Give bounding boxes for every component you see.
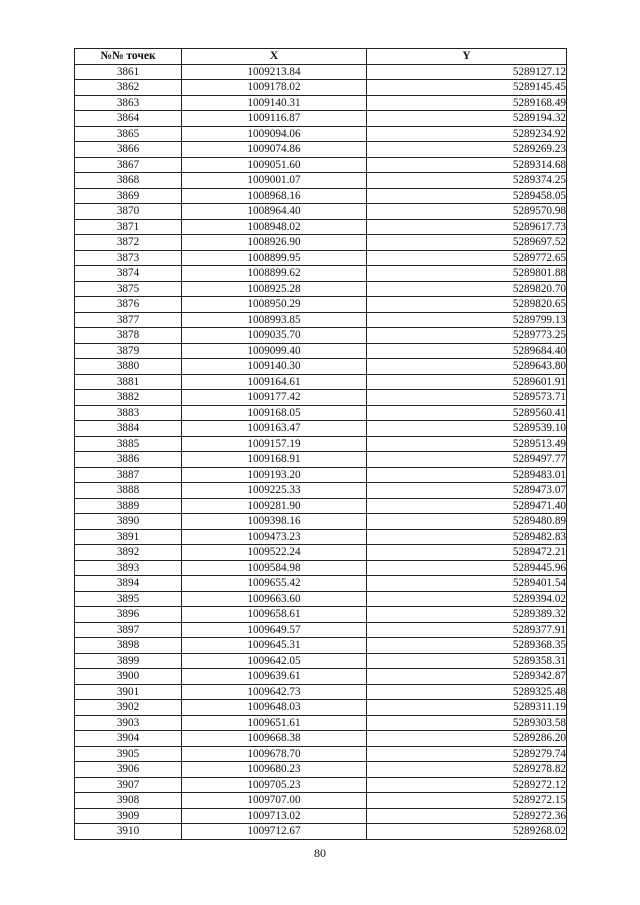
x-coordinate-cell: 1009157.19 xyxy=(182,436,367,452)
y-coordinate-cell: 5289325.48 xyxy=(367,684,567,700)
x-coordinate-cell: 1009678.70 xyxy=(182,746,367,762)
table-row xyxy=(75,808,567,824)
table-row xyxy=(75,250,567,266)
x-coordinate-cell: 1009168.91 xyxy=(182,452,367,468)
table-row xyxy=(75,560,567,576)
point-number-cell: 3883 xyxy=(75,405,182,421)
point-number-cell: 3879 xyxy=(75,343,182,359)
table-row xyxy=(75,80,567,96)
y-coordinate-cell: 5289401.54 xyxy=(367,576,567,592)
point-number-cell: 3865 xyxy=(75,126,182,142)
point-number-cell: 3890 xyxy=(75,514,182,530)
point-number-cell: 3881 xyxy=(75,374,182,390)
y-coordinate-cell: 5289480.89 xyxy=(367,514,567,530)
x-coordinate-cell: 1009642.73 xyxy=(182,684,367,700)
x-coordinate-cell: 1009281.90 xyxy=(182,498,367,514)
y-coordinate-cell: 5289445.96 xyxy=(367,560,567,576)
x-coordinate-cell: 1009140.31 xyxy=(182,95,367,111)
coordinates-table xyxy=(74,48,567,840)
x-coordinate-cell: 1009639.61 xyxy=(182,669,367,685)
y-coordinate-cell: 5289374.25 xyxy=(367,173,567,189)
point-number-cell: 3864 xyxy=(75,111,182,127)
x-coordinate-cell: 1009707.00 xyxy=(182,793,367,809)
y-coordinate-cell: 5289482.83 xyxy=(367,529,567,545)
table-row xyxy=(75,467,567,483)
y-coordinate-cell: 5289820.70 xyxy=(367,281,567,297)
y-coordinate-cell: 5289389.32 xyxy=(367,607,567,623)
table-row xyxy=(75,762,567,778)
x-coordinate-cell: 1009584.98 xyxy=(182,560,367,576)
y-coordinate-cell: 5289483.01 xyxy=(367,467,567,483)
x-coordinate-cell: 1009705.23 xyxy=(182,777,367,793)
point-number-cell: 3878 xyxy=(75,328,182,344)
point-number-cell: 3868 xyxy=(75,173,182,189)
y-coordinate-cell: 5289272.36 xyxy=(367,808,567,824)
point-number-cell: 3893 xyxy=(75,560,182,576)
point-number-cell: 3877 xyxy=(75,312,182,328)
x-coordinate-cell: 1009663.60 xyxy=(182,591,367,607)
y-coordinate-cell: 5289539.10 xyxy=(367,421,567,437)
table-row xyxy=(75,343,567,359)
y-coordinate-cell: 5289772.65 xyxy=(367,250,567,266)
x-coordinate-cell: 1009094.06 xyxy=(182,126,367,142)
table-row xyxy=(75,607,567,623)
y-coordinate-cell: 5289471.40 xyxy=(367,498,567,514)
table-header xyxy=(75,49,567,65)
x-coordinate-cell: 1008948.02 xyxy=(182,219,367,235)
x-coordinate-cell: 1009035.70 xyxy=(182,328,367,344)
y-coordinate-cell: 5289570.98 xyxy=(367,204,567,220)
y-coordinate-cell: 5289697.52 xyxy=(367,235,567,251)
y-coordinate-cell: 5289820.65 xyxy=(367,297,567,313)
point-number-cell: 3905 xyxy=(75,746,182,762)
y-coordinate-cell: 5289497.77 xyxy=(367,452,567,468)
header-row xyxy=(75,49,567,65)
point-number-cell: 3861 xyxy=(75,64,182,80)
table-row xyxy=(75,622,567,638)
x-coordinate-cell: 1009713.02 xyxy=(182,808,367,824)
y-coordinate-cell: 5289358.31 xyxy=(367,653,567,669)
x-coordinate-cell: 1008899.95 xyxy=(182,250,367,266)
x-coordinate-cell: 1009712.67 xyxy=(182,824,367,840)
table-row xyxy=(75,653,567,669)
table-row xyxy=(75,793,567,809)
point-number-cell: 3876 xyxy=(75,297,182,313)
table-row xyxy=(75,328,567,344)
point-number-cell: 3866 xyxy=(75,142,182,158)
x-coordinate-cell: 1009668.38 xyxy=(182,731,367,747)
y-coordinate-cell: 5289573.71 xyxy=(367,390,567,406)
x-coordinate-cell: 1009645.31 xyxy=(182,638,367,654)
table-row xyxy=(75,281,567,297)
x-coordinate-cell: 1009648.03 xyxy=(182,700,367,716)
point-number-cell: 3903 xyxy=(75,715,182,731)
x-coordinate-cell: 1009651.61 xyxy=(182,715,367,731)
x-coordinate-cell: 1009140.30 xyxy=(182,359,367,375)
y-coordinate-cell: 5289279.74 xyxy=(367,746,567,762)
x-coordinate-cell: 1009225.33 xyxy=(182,483,367,499)
table-row xyxy=(75,777,567,793)
table-row xyxy=(75,297,567,313)
header-point-number: №№ точек xyxy=(75,49,182,65)
x-coordinate-cell: 1008964.40 xyxy=(182,204,367,220)
point-number-cell: 3894 xyxy=(75,576,182,592)
point-number-cell: 3867 xyxy=(75,157,182,173)
x-coordinate-cell: 1008993.85 xyxy=(182,312,367,328)
y-coordinate-cell: 5289272.15 xyxy=(367,793,567,809)
y-coordinate-cell: 5289303.58 xyxy=(367,715,567,731)
y-coordinate-cell: 5289234.92 xyxy=(367,126,567,142)
y-coordinate-cell: 5289472.21 xyxy=(367,545,567,561)
point-number-cell: 3892 xyxy=(75,545,182,561)
point-number-cell: 3895 xyxy=(75,591,182,607)
x-coordinate-cell: 1009680.23 xyxy=(182,762,367,778)
y-coordinate-cell: 5289643.80 xyxy=(367,359,567,375)
y-coordinate-cell: 5289377.91 xyxy=(367,622,567,638)
y-coordinate-cell: 5289773.25 xyxy=(367,328,567,344)
x-coordinate-cell: 1009074.86 xyxy=(182,142,367,158)
point-number-cell: 3884 xyxy=(75,421,182,437)
table-row xyxy=(75,266,567,282)
x-coordinate-cell: 1009642.05 xyxy=(182,653,367,669)
x-coordinate-cell: 1009522.24 xyxy=(182,545,367,561)
x-coordinate-cell: 1009116.87 xyxy=(182,111,367,127)
y-coordinate-cell: 5289799.13 xyxy=(367,312,567,328)
table-row xyxy=(75,638,567,654)
table-body xyxy=(75,64,567,839)
point-number-cell: 3863 xyxy=(75,95,182,111)
x-coordinate-cell: 1009051.60 xyxy=(182,157,367,173)
table-row xyxy=(75,576,567,592)
table-row xyxy=(75,219,567,235)
table-row xyxy=(75,591,567,607)
point-number-cell: 3875 xyxy=(75,281,182,297)
table-row xyxy=(75,436,567,452)
page-number: 80 xyxy=(314,846,326,860)
point-number-cell: 3874 xyxy=(75,266,182,282)
table-row xyxy=(75,312,567,328)
y-coordinate-cell: 5289286.20 xyxy=(367,731,567,747)
y-coordinate-cell: 5289601.91 xyxy=(367,374,567,390)
point-number-cell: 3880 xyxy=(75,359,182,375)
table-row xyxy=(75,746,567,762)
y-coordinate-cell: 5289473.07 xyxy=(367,483,567,499)
point-number-cell: 3908 xyxy=(75,793,182,809)
y-coordinate-cell: 5289513.49 xyxy=(367,436,567,452)
table-row xyxy=(75,452,567,468)
x-coordinate-cell: 1009398.16 xyxy=(182,514,367,530)
y-coordinate-cell: 5289311.19 xyxy=(367,700,567,716)
table-row xyxy=(75,126,567,142)
table-row xyxy=(75,545,567,561)
point-number-cell: 3906 xyxy=(75,762,182,778)
point-number-cell: 3871 xyxy=(75,219,182,235)
table-row xyxy=(75,715,567,731)
table-row xyxy=(75,173,567,189)
table-row xyxy=(75,157,567,173)
x-coordinate-cell: 1009164.61 xyxy=(182,374,367,390)
point-number-cell: 3889 xyxy=(75,498,182,514)
y-coordinate-cell: 5289801.88 xyxy=(367,266,567,282)
point-number-cell: 3909 xyxy=(75,808,182,824)
x-coordinate-cell: 1009168.05 xyxy=(182,405,367,421)
point-number-cell: 3898 xyxy=(75,638,182,654)
table-row xyxy=(75,64,567,80)
point-number-cell: 3899 xyxy=(75,653,182,669)
point-number-cell: 3904 xyxy=(75,731,182,747)
point-number-cell: 3886 xyxy=(75,452,182,468)
coordinates-sheet xyxy=(74,48,566,840)
x-coordinate-cell: 1008950.29 xyxy=(182,297,367,313)
x-coordinate-cell: 1008925.28 xyxy=(182,281,367,297)
point-number-cell: 3873 xyxy=(75,250,182,266)
table-row xyxy=(75,700,567,716)
y-coordinate-cell: 5289278.82 xyxy=(367,762,567,778)
point-number-cell: 3885 xyxy=(75,436,182,452)
y-coordinate-cell: 5289458.05 xyxy=(367,188,567,204)
table-row xyxy=(75,390,567,406)
table-row xyxy=(75,483,567,499)
table-row xyxy=(75,824,567,840)
table-row xyxy=(75,529,567,545)
y-coordinate-cell: 5289560.41 xyxy=(367,405,567,421)
table-row xyxy=(75,142,567,158)
y-coordinate-cell: 5289168.49 xyxy=(367,95,567,111)
point-number-cell: 3897 xyxy=(75,622,182,638)
x-coordinate-cell: 1009177.42 xyxy=(182,390,367,406)
point-number-cell: 3870 xyxy=(75,204,182,220)
point-number-cell: 3896 xyxy=(75,607,182,623)
y-coordinate-cell: 5289394.02 xyxy=(367,591,567,607)
table-row xyxy=(75,235,567,251)
point-number-cell: 3902 xyxy=(75,700,182,716)
y-coordinate-cell: 5289145.45 xyxy=(367,80,567,96)
x-coordinate-cell: 1008899.62 xyxy=(182,266,367,282)
x-coordinate-cell: 1009099.40 xyxy=(182,343,367,359)
table-row xyxy=(75,188,567,204)
point-number-cell: 3900 xyxy=(75,669,182,685)
table-row xyxy=(75,405,567,421)
table-row xyxy=(75,111,567,127)
table-row xyxy=(75,374,567,390)
x-coordinate-cell: 1009178.02 xyxy=(182,80,367,96)
point-number-cell: 3891 xyxy=(75,529,182,545)
header-x: X xyxy=(182,49,367,65)
header-y: Y xyxy=(367,49,567,65)
point-number-cell: 3869 xyxy=(75,188,182,204)
y-coordinate-cell: 5289272.12 xyxy=(367,777,567,793)
x-coordinate-cell: 1009655.42 xyxy=(182,576,367,592)
x-coordinate-cell: 1009649.57 xyxy=(182,622,367,638)
point-number-cell: 3872 xyxy=(75,235,182,251)
table-row xyxy=(75,669,567,685)
point-number-cell: 3907 xyxy=(75,777,182,793)
y-coordinate-cell: 5289684.40 xyxy=(367,343,567,359)
x-coordinate-cell: 1009658.61 xyxy=(182,607,367,623)
point-number-cell: 3882 xyxy=(75,390,182,406)
table-row xyxy=(75,498,567,514)
point-number-cell: 3888 xyxy=(75,483,182,499)
y-coordinate-cell: 5289368.35 xyxy=(367,638,567,654)
point-number-cell: 3901 xyxy=(75,684,182,700)
x-coordinate-cell: 1009213.84 xyxy=(182,64,367,80)
y-coordinate-cell: 5289269.23 xyxy=(367,142,567,158)
y-coordinate-cell: 5289342.87 xyxy=(367,669,567,685)
table-row xyxy=(75,684,567,700)
point-number-cell: 3910 xyxy=(75,824,182,840)
x-coordinate-cell: 1009473.23 xyxy=(182,529,367,545)
y-coordinate-cell: 5289194.32 xyxy=(367,111,567,127)
table-row xyxy=(75,731,567,747)
x-coordinate-cell: 1008968.16 xyxy=(182,188,367,204)
x-coordinate-cell: 1009163.47 xyxy=(182,421,367,437)
point-number-cell: 3862 xyxy=(75,80,182,96)
table-row xyxy=(75,204,567,220)
table-row xyxy=(75,95,567,111)
y-coordinate-cell: 5289127.12 xyxy=(367,64,567,80)
table-row xyxy=(75,514,567,530)
table-row xyxy=(75,359,567,375)
x-coordinate-cell: 1008926.90 xyxy=(182,235,367,251)
y-coordinate-cell: 5289617.73 xyxy=(367,219,567,235)
table-row xyxy=(75,421,567,437)
x-coordinate-cell: 1009193.20 xyxy=(182,467,367,483)
y-coordinate-cell: 5289268.02 xyxy=(367,824,567,840)
x-coordinate-cell: 1009001.07 xyxy=(182,173,367,189)
y-coordinate-cell: 5289314.68 xyxy=(367,157,567,173)
point-number-cell: 3887 xyxy=(75,467,182,483)
